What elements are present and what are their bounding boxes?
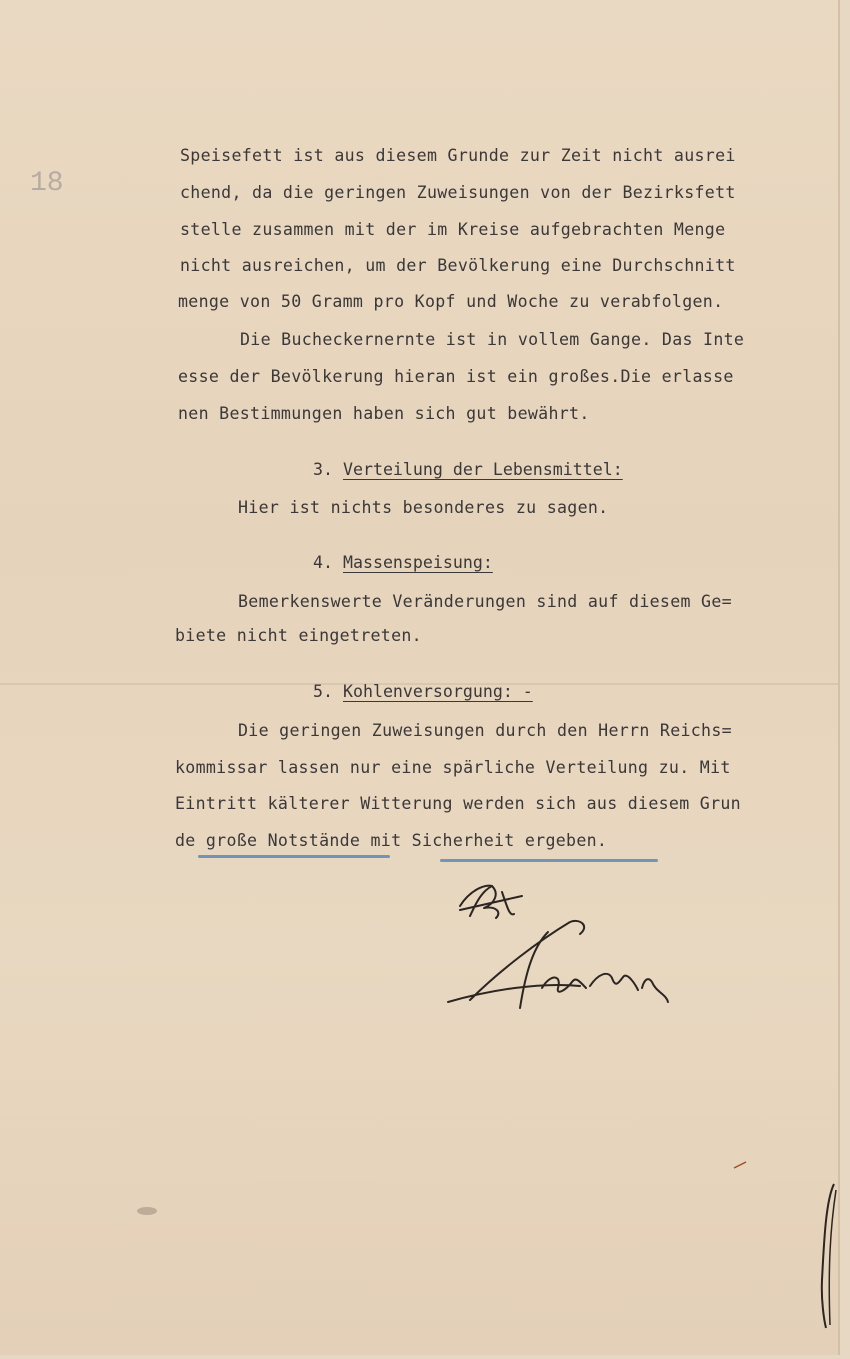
- text-line: kommissar lassen nur eine spärliche Verteilung zu. Mit: [175, 758, 731, 777]
- margin-pen-stroke: [800, 1180, 840, 1330]
- blue-pencil-underline: [198, 855, 390, 858]
- text-line: biete nicht eingetreten.: [175, 626, 422, 645]
- text-line: Bemerkenswerte Veränderungen sind auf diesem Ge=: [238, 592, 732, 611]
- blue-pencil-underline: [440, 859, 658, 862]
- section-3-heading: [313, 460, 623, 479]
- section-4-heading: [313, 553, 493, 572]
- text-line: menge von 50 Gramm pro Kopf und Woche zu verabfolgen.: [178, 292, 724, 311]
- section-number: 3.: [313, 460, 333, 479]
- text-line: Speisefett ist aus diesem Grunde zur Zeit nicht ausrei: [180, 146, 736, 165]
- folio-number: 18: [30, 168, 64, 199]
- section-title: Massenspeisung:: [342, 553, 493, 572]
- text-line: nicht ausreichen, um der Bevölkerung eine Durchschnitt: [180, 256, 736, 275]
- section-title: Kohlenversorgung: -: [342, 682, 533, 701]
- section-number: 4.: [313, 553, 333, 572]
- text-line: nen Bestimmungen haben sich gut bewährt.: [178, 404, 590, 423]
- text-line: de große Notstände mit Sicherheit ergeben.: [175, 831, 608, 850]
- section-5-heading: [313, 682, 533, 701]
- handwritten-signature: [430, 870, 690, 1020]
- text-line: Die geringen Zuweisungen durch den Herrn Reichs=: [238, 721, 732, 740]
- text-line: esse der Bevölkerung hieran ist ein großes.Die erlasse: [178, 367, 734, 386]
- section-number: 5.: [313, 682, 333, 701]
- text-line: stelle zusammen mit der im Kreise aufgebrachten Menge: [180, 220, 726, 239]
- text-line: chend, da die geringen Zuweisungen von der Bezirksfett: [180, 183, 736, 202]
- paper-speck: [732, 1160, 748, 1170]
- paper-speck: [135, 1204, 159, 1218]
- text-line: Hier ist nichts besonderes zu sagen.: [238, 498, 609, 517]
- section-title: Verteilung der Lebensmittel:: [342, 460, 623, 479]
- text-line: Eintritt kälterer Witterung werden sich aus diesem Grun: [175, 794, 741, 813]
- text-line: Die Bucheckernernte ist in vollem Gange. Das Inte: [240, 330, 745, 349]
